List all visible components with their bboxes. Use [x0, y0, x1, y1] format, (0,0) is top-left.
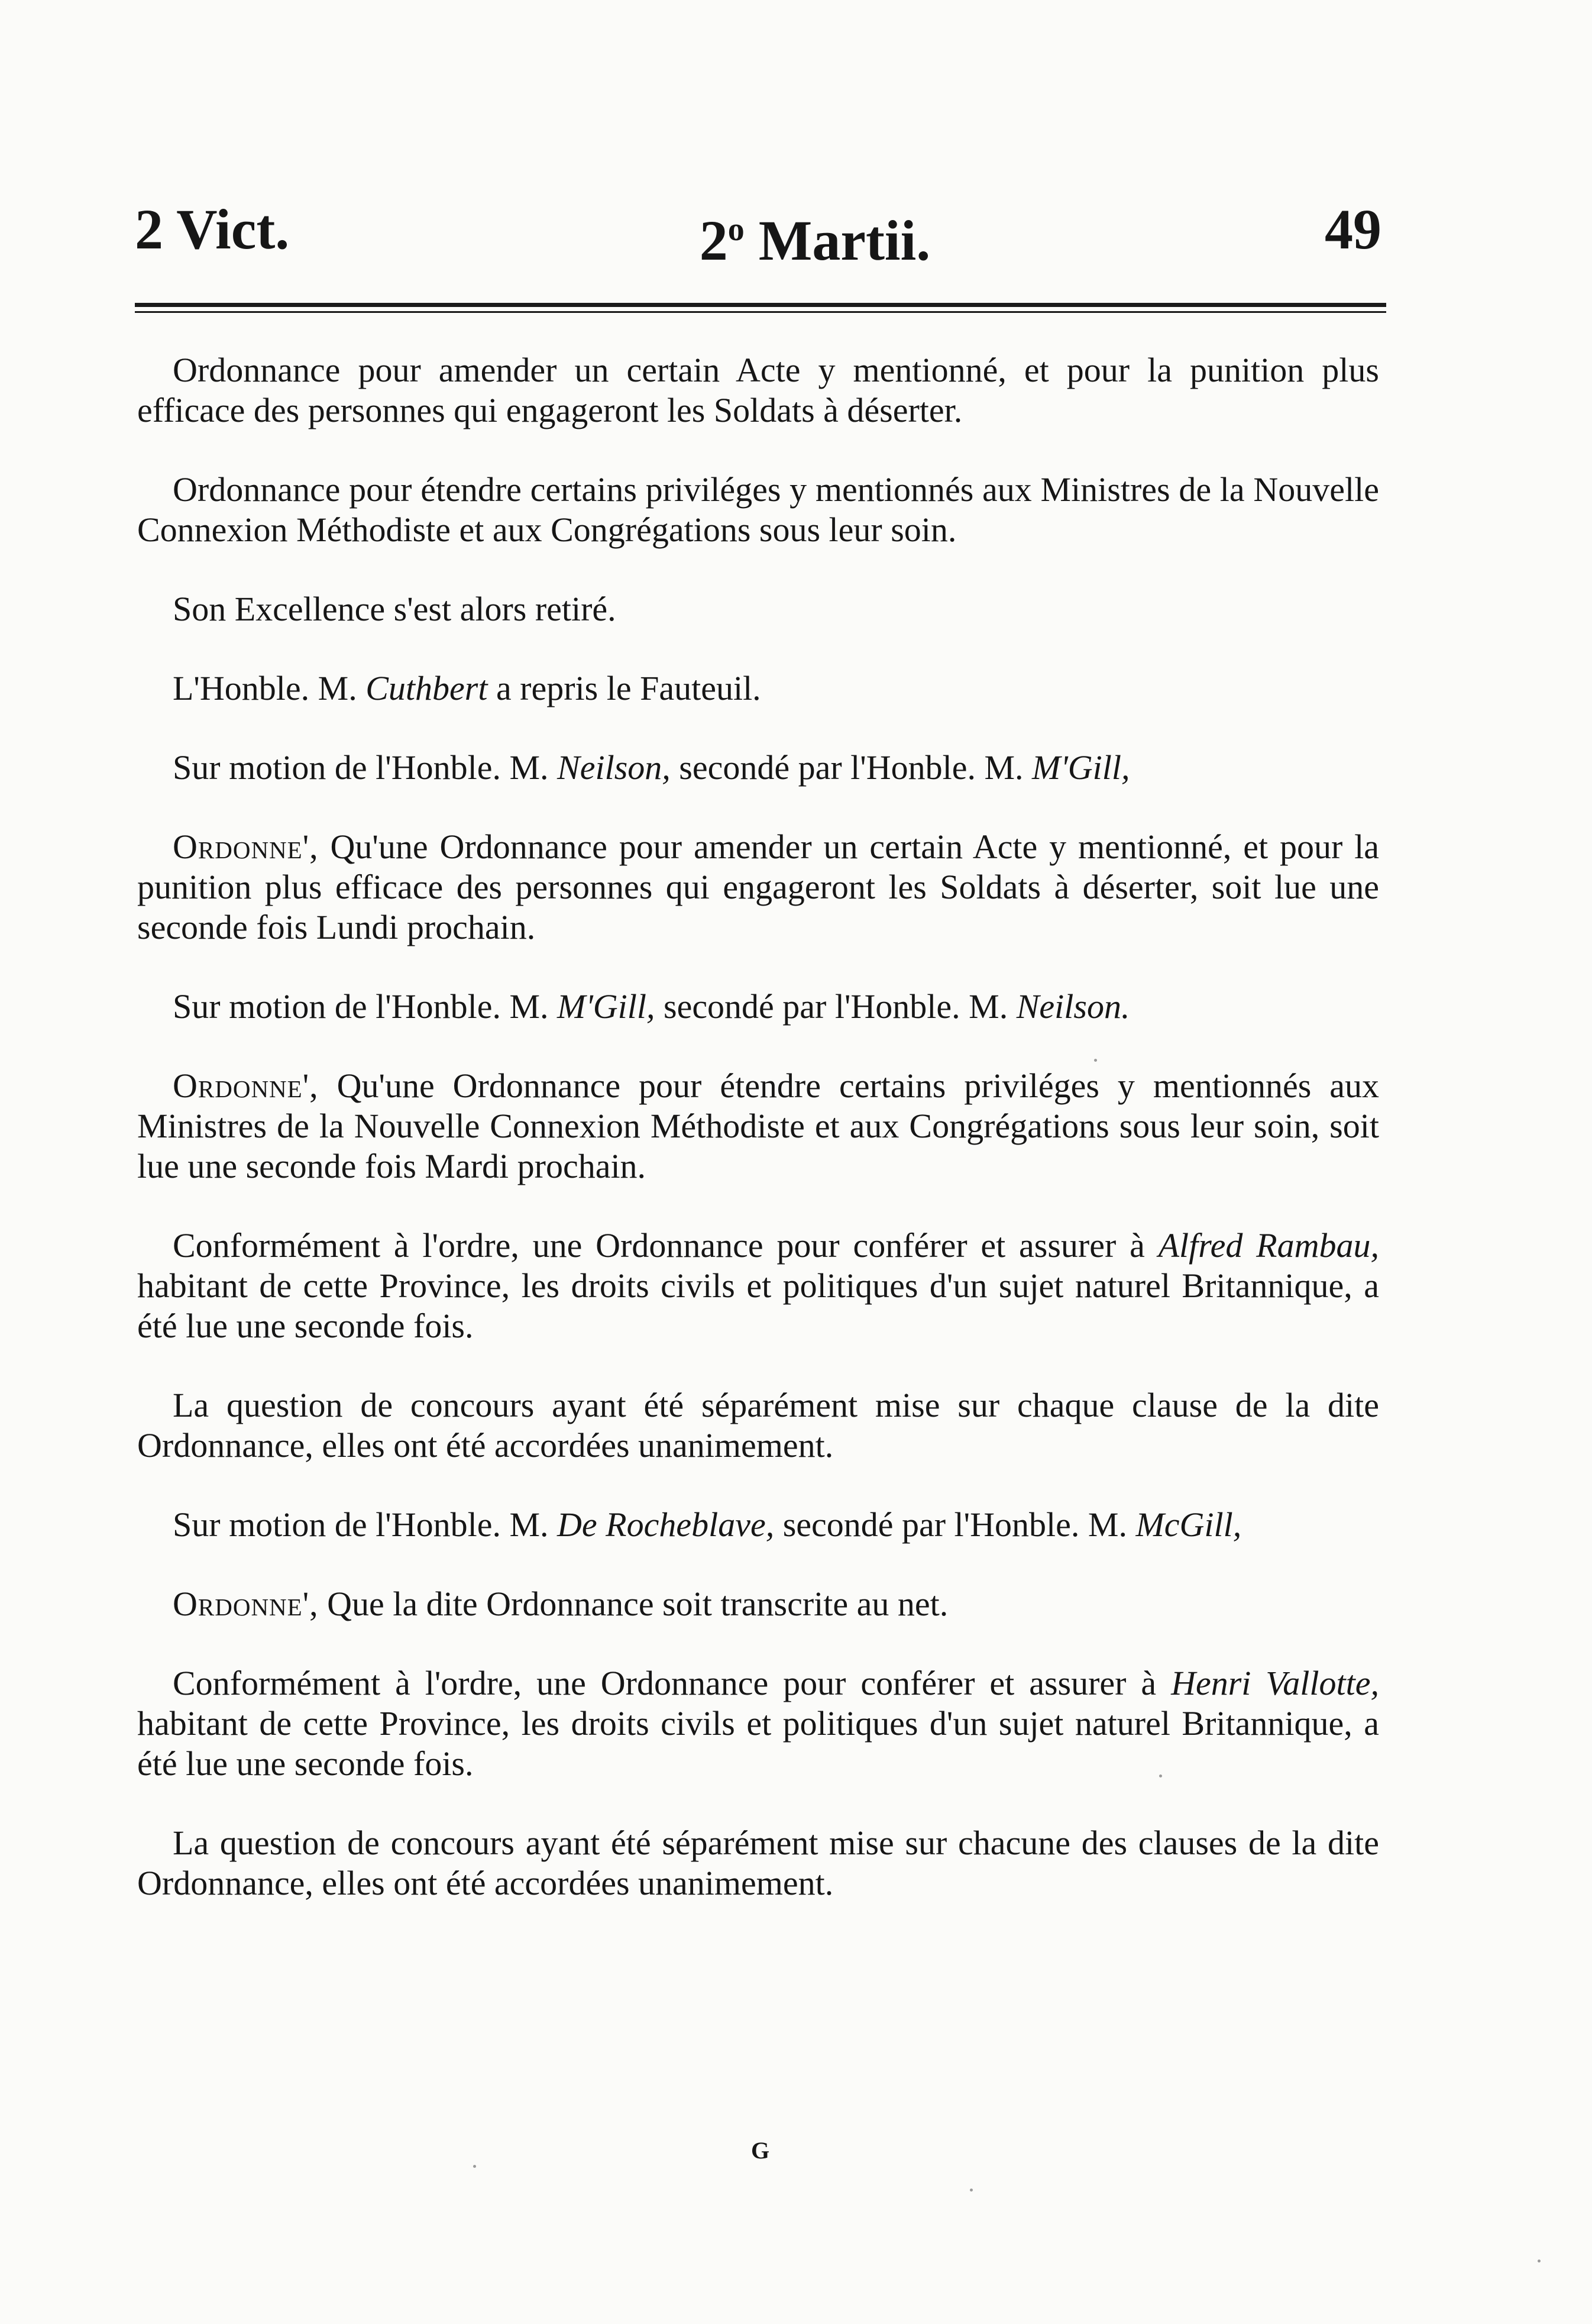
header-date-superscript: o	[727, 211, 745, 248]
paragraph-text: La question de concours ayant été séparément mise sur chacune des clauses de la dite Ordonnance, elles ont été accordées unanimement.	[137, 1824, 1379, 1902]
print-speck	[1159, 1774, 1162, 1777]
paragraph-motion-mgill	[137, 987, 1379, 1027]
person-name: Neilson.	[1016, 987, 1130, 1026]
paragraph-text: Sur motion de l'Honble. M.	[173, 987, 558, 1026]
paragraph-text: Sur motion de l'Honble. M.	[173, 1505, 558, 1544]
paragraph-text: Que la dite Ordonnance soit transcrite au net.	[318, 1585, 949, 1623]
person-name: Alfred Rambau,	[1158, 1226, 1380, 1265]
person-name: M'Gill,	[1032, 748, 1130, 787]
ordered-label: Ordonne',	[173, 1066, 319, 1105]
signature-mark: G	[751, 2137, 770, 2164]
header-rule-thin	[135, 311, 1386, 313]
header-date	[632, 188, 998, 282]
page-number: 49	[1325, 198, 1381, 261]
paragraph-text: habitant de cette Province, les droits civils et politiques d'un sujet naturel Britannique, a été lue une seconde fois.	[137, 1704, 1379, 1783]
print-speck	[970, 2189, 973, 2192]
paragraph-motion-neilson	[137, 748, 1379, 788]
person-name: Henri Vallotte,	[1171, 1664, 1379, 1702]
paragraph-clauses-agreed-1	[137, 1385, 1379, 1466]
paragraph-text: Qu'une Ordonnance pour amender un certain Acte y mentionné, et pour la punition plus efficace des personnes qui engageront les Soldats à déserter, soit lue une seconde fois Lundi prochain.	[137, 828, 1379, 946]
paragraph-text: Sur motion de l'Honble. M.	[173, 748, 558, 787]
ordered-label: Ordonne',	[173, 1585, 319, 1623]
paragraph-text: La question de concours ayant été séparément mise sur chaque clause de la dite Ordonnance, elles ont été accordées unanimement.	[137, 1386, 1379, 1465]
person-name: McGill,	[1135, 1505, 1242, 1544]
paragraph-ordered-tuesday	[137, 1066, 1379, 1187]
paragraph-text: Ordonnance pour amender un certain Acte y mentionné, et pour la punition plus efficace des personnes qui engageront les Soldats à déserter.	[137, 351, 1379, 429]
paragraph-text: Son Excellence s'est alors retiré.	[173, 590, 616, 628]
paragraph-text: Conformément à l'ordre, une Ordonnance pour conférer et assurer à	[173, 1664, 1172, 1702]
paragraph-text: secondé par l'Honble. M.	[670, 748, 1033, 787]
print-speck	[473, 2165, 476, 2168]
paragraph-vallotte-reading	[137, 1663, 1379, 1784]
paragraph-text: habitant de cette Province, les droits civils et politiques d'un sujet naturel Britannique, a été lue une seconde fois.	[137, 1266, 1379, 1345]
paragraph-text: L'Honble. M.	[173, 669, 366, 707]
paragraph-clauses-agreed-2	[137, 1823, 1379, 1903]
print-speck	[1538, 2260, 1541, 2262]
header-regnal-year: 2 Vict.	[135, 198, 290, 261]
header-date-number: 2	[699, 209, 728, 272]
paragraph-text: Qu'une Ordonnance pour étendre certains priviléges y mentionnés aux Ministres de la Nouvelle Connexion Méthodiste et aux Congrégations sous leur soin, soit lue une seconde fois Mardi prochain.	[137, 1066, 1379, 1185]
running-header	[135, 188, 1389, 271]
header-rule-thick	[135, 303, 1386, 307]
header-date-month: Martii.	[758, 209, 931, 272]
paragraph-ordinance-ministers	[137, 470, 1379, 550]
paragraph-text: a repris le Fauteuil.	[487, 669, 761, 707]
paragraph-text: Conformément à l'ordre, une Ordonnance pour conférer et assurer à	[173, 1226, 1159, 1265]
person-name: M'Gill,	[557, 987, 655, 1026]
print-speck	[1094, 1059, 1097, 1062]
person-name: Cuthbert	[365, 669, 488, 707]
paragraph-ordered-monday	[137, 827, 1379, 948]
paragraph-fauteuil	[137, 668, 1379, 709]
paragraph-text: secondé par l'Honble. M.	[774, 1505, 1136, 1544]
paragraph-excellence-retired	[137, 589, 1379, 629]
paragraph-text: secondé par l'Honble. M.	[655, 987, 1017, 1026]
body-text	[137, 350, 1379, 1940]
person-name: De Rocheblave,	[557, 1505, 775, 1544]
paragraph-ordered-engrossed	[137, 1584, 1379, 1624]
paragraph-text: Ordonnance pour étendre certains priviléges y mentionnés aux Ministres de la Nouvelle Connexion Méthodiste et aux Congrégations sous leur soin.	[137, 470, 1379, 549]
paragraph-ordinance-soldiers	[137, 350, 1379, 431]
person-name: Neilson,	[557, 748, 671, 787]
paragraph-motion-rocheblave	[137, 1505, 1379, 1545]
ordered-label: Ordonne',	[173, 828, 319, 866]
paragraph-rambau-reading	[137, 1226, 1379, 1346]
